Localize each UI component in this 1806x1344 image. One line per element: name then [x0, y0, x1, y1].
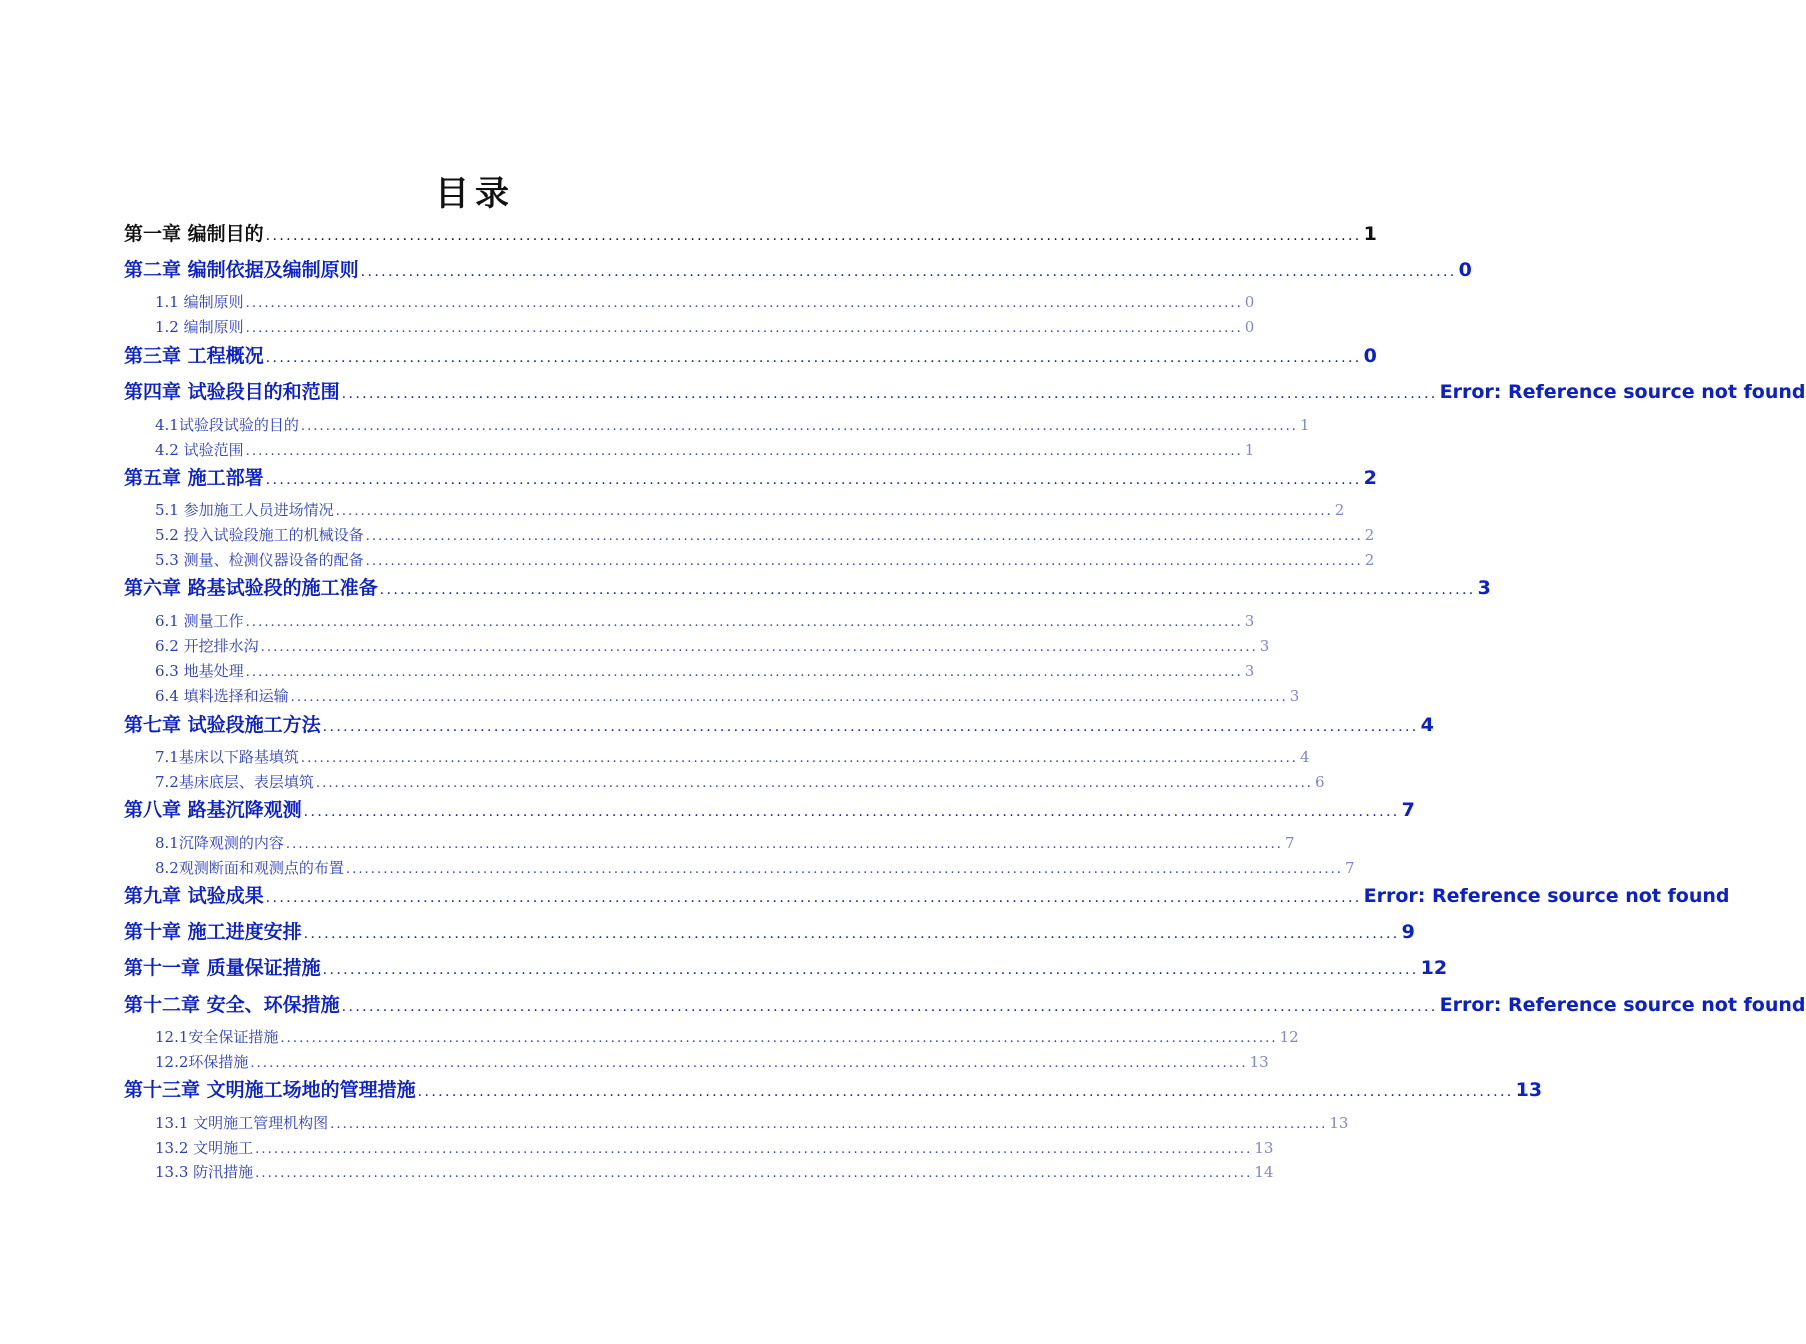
toc-entry-label: 8.2观测断面和观测点的布置	[155, 859, 344, 877]
toc-entry-label: 13.2 文明施工	[155, 1139, 254, 1157]
toc-entry-label: 第十一章 质量保证措施	[124, 957, 321, 979]
toc-entry-label: 12.1安全保证措施	[155, 1028, 279, 1046]
toc-entry-label: 第四章 试验段目的和范围	[124, 381, 340, 403]
toc-dot-leader: ................................................................................................................................................................	[360, 264, 1457, 280]
toc-entry-label: 第八章 路基沉降观测	[124, 799, 302, 821]
toc-dot-leader: ................................................................................................................................................................	[290, 690, 1288, 705]
toc-section-entry[interactable]	[155, 660, 1255, 681]
toc-section-entry[interactable]	[155, 1112, 1349, 1133]
toc-section-entry[interactable]	[155, 635, 1270, 656]
toc-dot-leader: ................................................................................................................................................................	[265, 472, 1362, 488]
toc-page-number: 0	[1244, 293, 1255, 311]
toc-page-number: Error: Reference source not found	[1439, 994, 1806, 1016]
toc-dot-leader: ................................................................................................................................................................	[303, 926, 1400, 942]
toc-page-number: 3	[1477, 577, 1491, 599]
toc-dot-leader: ................................................................................................................................................................	[245, 444, 1243, 459]
toc-dot-leader: ................................................................................................................................................................	[365, 529, 1363, 544]
toc-section-entry[interactable]	[155, 771, 1325, 792]
toc-dot-leader: ................................................................................................................................................................	[335, 504, 1333, 519]
toc-entry-label: 第九章 试验成果	[124, 885, 264, 907]
toc-entry-label: 6.3 地基处理	[155, 662, 244, 680]
toc-page-number: 3	[1244, 612, 1255, 630]
toc-dot-leader: ................................................................................................................................................................	[345, 862, 1344, 877]
toc-entry-label: 6.1 测量工作	[155, 612, 244, 630]
toc-dot-leader: ................................................................................................................................................................	[379, 582, 1476, 598]
toc-entry-label: 12.2环保措施	[155, 1053, 249, 1071]
toc-dot-leader: ................................................................................................................................................................	[322, 719, 1419, 735]
toc-entry-label: 第七章 试验段施工方法	[124, 714, 321, 736]
toc-dot-leader: ................................................................................................................................................................	[300, 751, 1299, 766]
toc-page-number: 12	[1420, 957, 1448, 979]
toc-dot-leader: ................................................................................................................................................................	[245, 665, 1243, 680]
toc-page-number: 0	[1244, 318, 1255, 336]
toc-dot-leader: ................................................................................................................................................................	[250, 1056, 1248, 1071]
toc-dot-leader: ................................................................................................................................................................	[341, 999, 1438, 1015]
toc-section-entry[interactable]	[155, 291, 1255, 312]
toc-entry-label: 第二章 编制依据及编制原则	[124, 259, 359, 281]
toc-entry-label: 7.2基床底层、表层填筑	[155, 773, 314, 791]
toc-page-number: 2	[1364, 551, 1375, 569]
toc-chapter-entry[interactable]	[124, 463, 1377, 490]
toc-section-entry[interactable]	[155, 499, 1345, 520]
toc-section-entry[interactable]	[155, 414, 1310, 435]
toc-section-entry[interactable]	[155, 316, 1255, 337]
toc-entry-label: 6.4 填料选择和运输	[155, 687, 289, 705]
toc-entry-label: 13.1 文明施工管理机构图	[155, 1114, 329, 1132]
toc-entry-label: 第三章 工程概况	[124, 345, 264, 367]
toc-entry-label: 7.1基床以下路基填筑	[155, 748, 299, 766]
toc-dot-leader: ................................................................................................................................................................	[245, 296, 1243, 311]
toc-section-entry[interactable]	[155, 1026, 1299, 1047]
toc-dot-leader: ................................................................................................................................................................	[315, 776, 1314, 791]
toc-entry-label: 4.1试验段试验的目的	[155, 416, 299, 434]
toc-page-number: 1	[1300, 416, 1310, 434]
toc-page-number: 1	[1244, 441, 1255, 459]
toc-page-number: 2	[1364, 526, 1375, 544]
toc-page-number: 7	[1345, 859, 1355, 877]
toc-chapter-entry[interactable]	[124, 953, 1448, 980]
toc-page-number: 0	[1363, 345, 1377, 367]
toc-page-number: Error: Reference source not found	[1439, 381, 1806, 403]
toc-page-number: 13	[1249, 1053, 1269, 1071]
toc-chapter-entry[interactable]	[124, 573, 1491, 600]
toc-entry-label: 第一章 编制目的	[124, 223, 264, 245]
toc-chapter-entry[interactable]	[124, 710, 1434, 737]
toc-section-entry[interactable]	[155, 524, 1375, 545]
toc-dot-leader: ................................................................................................................................................................	[341, 386, 1438, 402]
toc-entry-label: 1.2 编制原则	[155, 318, 244, 336]
toc-page-number: 7	[1285, 834, 1295, 852]
toc-dot-leader: ................................................................................................................................................................	[260, 640, 1258, 655]
toc-entry-label: 第十章 施工进度安排	[124, 921, 302, 943]
toc-chapter-entry[interactable]	[124, 341, 1377, 368]
toc-entry-label: 13.3 防汛措施	[155, 1163, 254, 1181]
toc-chapter-entry[interactable]	[124, 255, 1472, 282]
toc-page-number: 2	[1363, 467, 1377, 489]
toc-dot-leader: ................................................................................................................................................................	[255, 1142, 1253, 1157]
toc-dot-leader: ................................................................................................................................................................	[265, 890, 1362, 906]
toc-chapter-entry[interactable]	[124, 990, 1806, 1017]
toc-page-number: 4	[1300, 748, 1310, 766]
toc-entry-label: 6.2 开挖排水沟	[155, 637, 259, 655]
toc-dot-leader: ................................................................................................................................................................	[365, 554, 1363, 569]
toc-chapter-entry[interactable]	[124, 795, 1415, 822]
toc-page-number: 3	[1289, 687, 1300, 705]
toc-section-entry[interactable]	[155, 1051, 1269, 1072]
toc-dot-leader: ................................................................................................................................................................	[245, 321, 1243, 336]
toc-page-number: 13	[1254, 1139, 1274, 1157]
toc-page-number: 14	[1254, 1163, 1274, 1181]
toc-section-entry[interactable]	[155, 439, 1255, 460]
toc-entry-label: 5.3 测量、检测仪器设备的配备	[155, 551, 364, 569]
toc-section-entry[interactable]	[155, 1137, 1274, 1158]
toc-dot-leader: ................................................................................................................................................................	[330, 1117, 1328, 1132]
toc-entry-label: 第十三章 文明施工场地的管理措施	[124, 1079, 416, 1101]
toc-page-number: 13	[1515, 1079, 1543, 1101]
toc-section-entry[interactable]	[155, 1161, 1274, 1182]
toc-chapter-entry[interactable]	[124, 881, 1730, 908]
toc-chapter-entry[interactable]	[124, 1075, 1543, 1102]
toc-section-entry[interactable]	[155, 610, 1255, 631]
toc-entry-label: 5.2 投入试验段施工的机械设备	[155, 526, 364, 544]
toc-page-number: 2	[1334, 501, 1345, 519]
toc-title: 目录	[435, 174, 515, 214]
toc-entry-label: 第六章 路基试验段的施工准备	[124, 577, 378, 599]
toc-chapter-entry[interactable]	[124, 219, 1377, 246]
toc-dot-leader: ................................................................................................................................................................	[303, 804, 1400, 820]
toc-dot-leader: ................................................................................................................................................................	[322, 962, 1419, 978]
toc-page-number: 0	[1458, 259, 1472, 281]
toc-entry-label: 4.2 试验范围	[155, 441, 244, 459]
toc-entry-label: 第五章 施工部署	[124, 467, 264, 489]
toc-entry-label: 8.1沉降观测的内容	[155, 834, 284, 852]
toc-entry-label: 5.1 参加施工人员进场情况	[155, 501, 334, 519]
toc-dot-leader: ................................................................................................................................................................	[285, 837, 1284, 852]
toc-entry-label: 1.1 编制原则	[155, 293, 244, 311]
toc-dot-leader: ................................................................................................................................................................	[255, 1166, 1253, 1181]
toc-dot-leader: ................................................................................................................................................................	[417, 1084, 1514, 1100]
toc-page-number: 4	[1420, 714, 1434, 736]
toc-section-entry[interactable]	[155, 746, 1310, 767]
toc-page-number: 9	[1401, 921, 1415, 943]
toc-dot-leader: ................................................................................................................................................................	[265, 228, 1362, 244]
toc-dot-leader: ................................................................................................................................................................	[245, 615, 1243, 630]
toc-dot-leader: ................................................................................................................................................................	[265, 350, 1362, 366]
toc-page-number: 6	[1315, 773, 1325, 791]
toc-chapter-entry[interactable]	[124, 917, 1415, 944]
toc-page-number: 12	[1279, 1028, 1299, 1046]
toc-section-entry[interactable]	[155, 857, 1355, 878]
toc-page-number: Error: Reference source not found	[1363, 885, 1730, 907]
toc-section-entry[interactable]	[155, 832, 1295, 853]
toc-page-number: 13	[1329, 1114, 1349, 1132]
toc-entry-label: 第十二章 安全、环保措施	[124, 994, 340, 1016]
toc-page-number: 1	[1363, 223, 1377, 245]
toc-page-number: 3	[1259, 637, 1270, 655]
toc-dot-leader: ................................................................................................................................................................	[300, 419, 1299, 434]
toc-chapter-entry[interactable]	[124, 377, 1806, 404]
toc-page-number: 7	[1401, 799, 1415, 821]
toc-section-entry[interactable]	[155, 549, 1375, 570]
toc-page-number: 3	[1244, 662, 1255, 680]
toc-section-entry[interactable]	[155, 685, 1300, 706]
toc-dot-leader: ................................................................................................................................................................	[280, 1031, 1278, 1046]
